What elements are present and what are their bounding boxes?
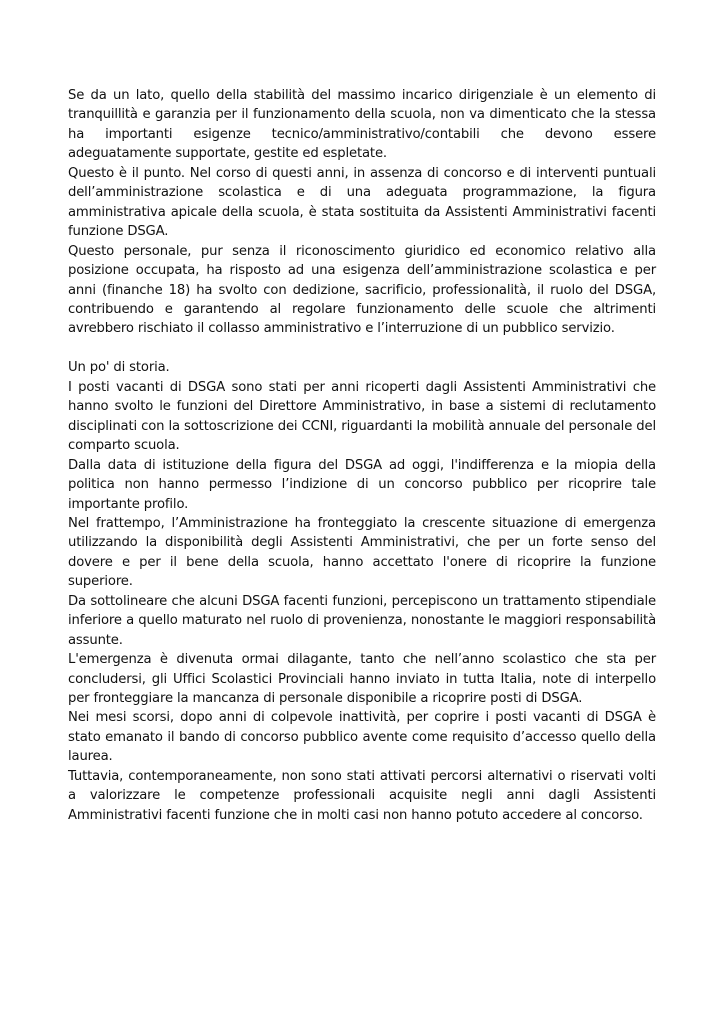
paragraph-il-punto: Questo è il punto. Nel corso di questi anni, in assenza di concorso e di interventi puntuali dell’amministrazione scolastica e di una adeguata programmazione, la figura amministrativa apicale della scuola, è stata sostituita da Assistenti Amministrativi facenti funzione DSGA. bbox=[68, 165, 656, 240]
paragraph-posti-vacanti: I posti vacanti di DSGA sono stati per anni ricoperti dagli Assistenti Amministrativi che hanno svolto le funzioni del Direttore Amministrativo, in base a sistemi di reclutamento disciplinati con la sottoscrizione dei CCNI, riguardanti la mobilità annuale del personale del comparto scuola. bbox=[68, 379, 656, 454]
document-body bbox=[68, 86, 656, 825]
paragraph-trattamento: Da sottolineare che alcuni DSGA facenti funzioni, percepiscono un trattamento stipendiale inferiore a quello maturato nel ruolo di provenienza, nonostante le maggiori responsabilità assunte. bbox=[68, 593, 656, 648]
paragraph-emergenza: L'emergenza è divenuta ormai dilagante, tanto che nell’anno scolastico che sta per concludersi, gli Uffici Scolastici Provinciali hanno inviato in tutta Italia, note di interpello per fronteggiare la mancanza di personale disponibile a ricoprire posti di DSGA. bbox=[68, 652, 656, 707]
paragraph-personale: Questo personale, pur senza il riconoscimento giuridico ed economico relativo alla posizione occupata, ha risposto ad una esigenza dell’amministrazione scolastica e per anni (finanche 18) ha svolto con dedizione, sacrificio, professionalità, il ruolo del DSGA, contribuendo e garantendo al regolare funzionamento delle scuole che altrimenti avrebbero rischiato il collasso amministrativo e l’interruzione di un pubblico servizio. bbox=[68, 243, 656, 337]
paragraph-bando: Nei mesi scorsi, dopo anni di colpevole inattività, per coprire i posti vacanti di DSGA è stato emanato il bando di concorso pubblico avente come requisito d’accesso quello della laurea. bbox=[68, 710, 656, 765]
paragraph-frattempo: Nel frattempo, l’Amministrazione ha fronteggiato la crescente situazione di emergenza utilizzando la disponibilità degli Assistenti Amministrativi, che per un forte senso del dovere e per il bene della scuola, hanno accettato l'onere di ricoprire la funzione superiore. bbox=[68, 515, 656, 590]
paragraph-stabilita: Se da un lato, quello della stabilità del massimo incarico dirigenziale è un elemento di tranquillità e garanzia per il funzionamento della scuola, non va dimenticato che la stessa ha importanti esigenze tecnico/amministrativo/contabili che devono essere adeguatamente supportate, gestite ed espletate. bbox=[68, 88, 656, 162]
section-heading-storia: Un po' di storia. bbox=[68, 360, 170, 376]
paragraph-gap bbox=[68, 339, 656, 358]
paragraph-istituzione: Dalla data di istituzione della figura del DSGA ad oggi, l'indifferenza e la miopia della politica non hanno permesso l’indizione di un concorso pubblico per ricoprire tale importante profilo. bbox=[68, 457, 656, 512]
paragraph-tuttavia: Tuttavia, contemporaneamente, non sono stati attivati percorsi alternativi o riservati volti a valorizzare le competenze professionali acquisite negli anni dagli Assistenti Amministrativi facenti funzione che in molti casi non hanno potuto accedere al concorso. bbox=[68, 768, 656, 823]
